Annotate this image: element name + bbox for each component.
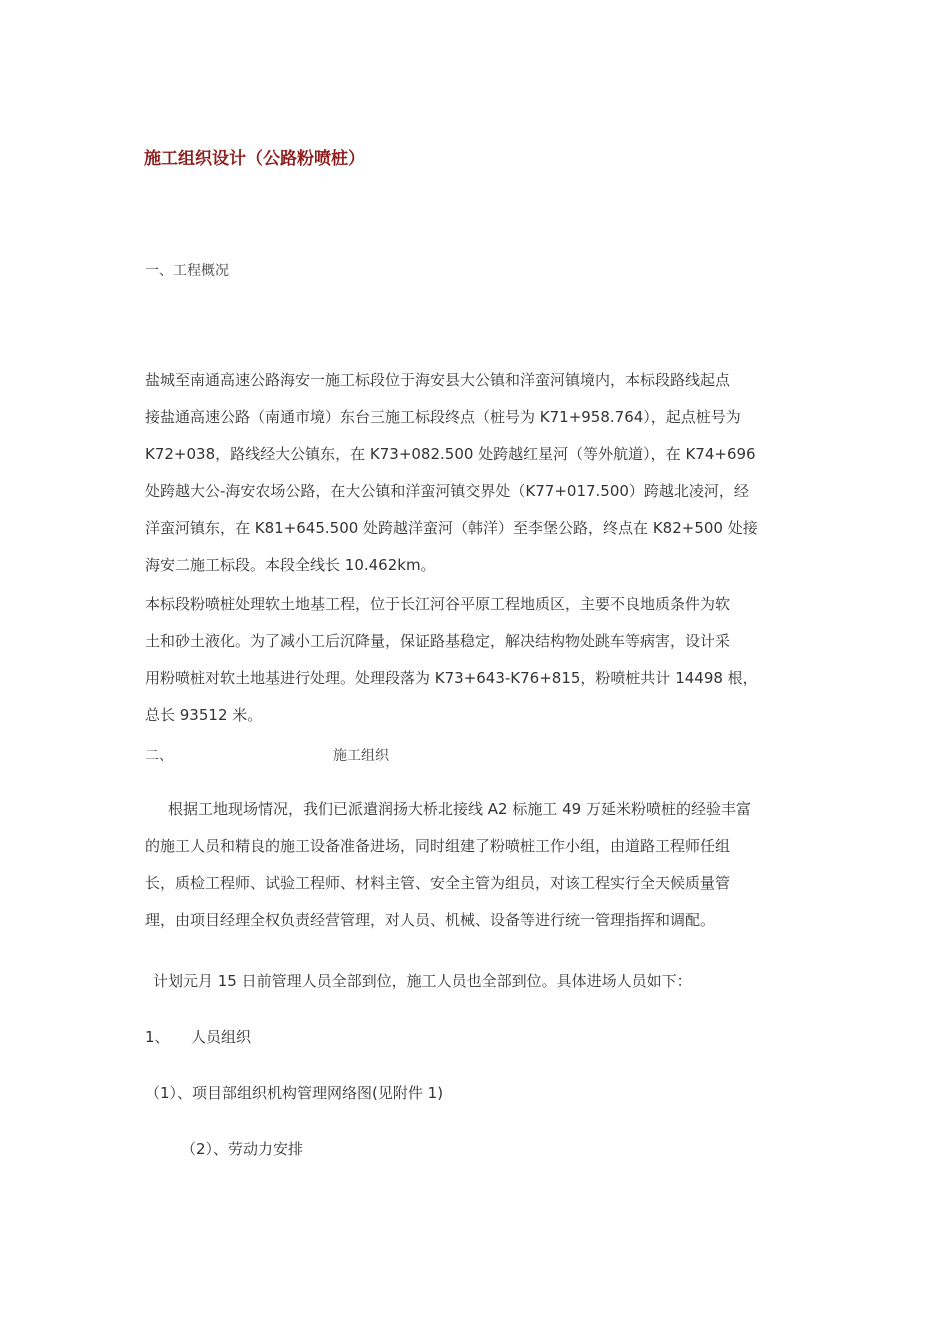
text-line: 长，质检工程师、试验工程师、材料主管、安全主管为组员，对该工程实行全天候质量管 (145, 874, 731, 892)
text-line: 接盐通高速公路（南通市境）东台三施工标段终点（桩号为 K71+958.764），起点桩号为 (145, 408, 741, 426)
section-heading-overview: 一、工程概况 (145, 263, 229, 279)
text-line: K72+038，路线经大公镇东，在 K73+082.500 处跨越红星河（等外航道），在 K74+696 (145, 445, 756, 463)
text-line: 的施工人员和精良的施工设备准备进场，同时组建了粉喷桩工作小组，由道路工程师任组 (145, 837, 731, 855)
overview-paragraph-1 (145, 362, 815, 584)
text-line: 土和砂土液化。为了减小工后沉降量，保证路基稳定，解决结构物处跳车等病害，设计采 (145, 632, 731, 650)
text-line: 用粉喷桩对软土地基进行处理。处理段落为 K73+643-K76+815，粉喷桩共计 14498 根， (145, 669, 758, 687)
item-number-1: 1、 (145, 1028, 170, 1046)
text-line: 处跨越大公-海安农场公路，在大公镇和洋蛮河镇交界处（K77+017.500）跨越北凌河，经 (145, 482, 749, 500)
section-number-2: 二、 (145, 748, 173, 764)
sub-item-labor: （2）、劳动力安排 (181, 1140, 304, 1158)
text-line: 盐城至南通高速公路海安一施工标段位于海安县大公镇和洋蛮河镇境内，本标段路线起点 (145, 371, 731, 389)
section-heading-organization: 施工组织 (333, 748, 389, 764)
text-line: 根据工地现场情况，我们已派遣润扬大桥北接线 A2 标施工 49 万延米粉喷桩的经验丰富 (168, 800, 751, 818)
text-line: 总长 93512 米。 (145, 706, 263, 724)
document-title: 施工组织设计（公路粉喷桩） (144, 149, 365, 169)
text-line: 洋蛮河镇东，在 K81+645.500 处跨越洋蛮河（韩洋）至李堡公路，终点在 K82+500 处接 (145, 519, 758, 537)
overview-paragraph-2 (145, 586, 815, 734)
text-line: 海安二施工标段。本段全线长 10.462km。 (145, 556, 436, 574)
text-line: 本标段粉喷桩处理软土地基工程，位于长江河谷平原工程地质区，主要不良地质条件为软 (145, 595, 731, 613)
organization-paragraph (145, 791, 815, 939)
plan-text: 计划元月 15 日前管理人员全部到位，施工人员也全部到位。具体进场人员如下： (153, 972, 692, 990)
item-label-personnel: 人员组织 (191, 1028, 252, 1046)
sub-item-org-chart: （1）、项目部组织机构管理网络图(见附件 1) (145, 1084, 444, 1102)
text-line: 理，由项目经理全权负责经营管理，对人员、机械、设备等进行统一管理指挥和调配。 (145, 911, 716, 929)
